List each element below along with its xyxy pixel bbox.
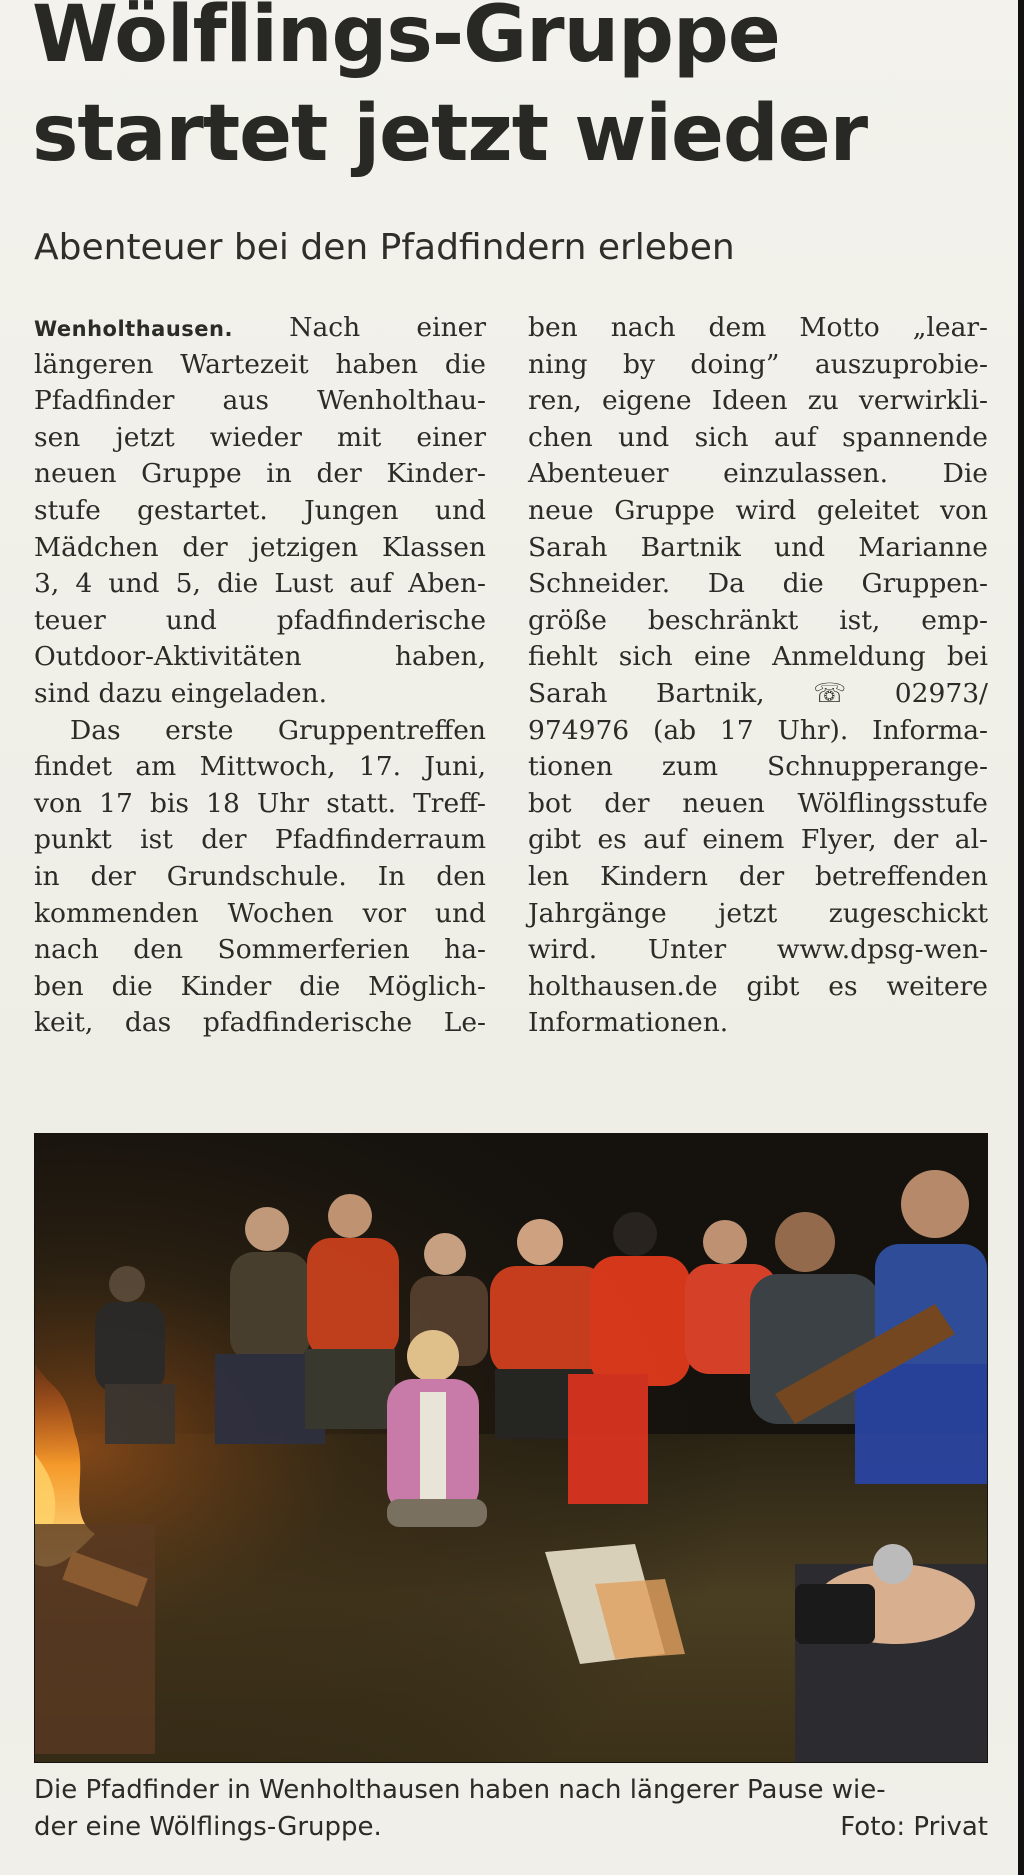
article-line: längeren Wartezeit haben die bbox=[34, 348, 486, 380]
article-line: Jahrgänge jetzt zugeschickt bbox=[528, 897, 988, 929]
article-line: Sarah Bartnik und Marianne bbox=[528, 531, 988, 563]
article-line: Schneider. Da die Gruppen- bbox=[528, 568, 988, 600]
article-line: holthausen.de gibt es weitere bbox=[528, 970, 988, 1002]
article-line: Outdoor-Aktivitäten haben, bbox=[34, 641, 486, 673]
campfire-photo bbox=[34, 1133, 988, 1763]
caption-line bbox=[34, 1809, 988, 1846]
article-line: ning by doing” auszuprobie- bbox=[528, 348, 988, 380]
headline bbox=[32, 0, 992, 184]
article-line: sind dazu eingeladen. bbox=[34, 677, 328, 709]
article-line: in der Grundschule. In den bbox=[34, 860, 486, 892]
article-line: keit, das pfadfinderische Le- bbox=[34, 1007, 486, 1039]
caption-line-text: der eine Wölflings-Gruppe. bbox=[34, 1812, 382, 1842]
article-line-text: Nach einer bbox=[289, 312, 486, 343]
article-column-right bbox=[528, 310, 988, 1042]
article-line: neuen Gruppe in der Kinder- bbox=[34, 458, 486, 490]
article-line: findet am Mittwoch, 17. Juni, bbox=[34, 751, 486, 783]
photo-caption bbox=[34, 1772, 988, 1846]
article-line: Mädchen der jetzigen Klassen bbox=[34, 531, 486, 563]
article-line: punkt ist der Pfadfinderraum bbox=[34, 824, 486, 856]
article-line: bot der neuen Wölflingsstufe bbox=[528, 787, 988, 819]
article-line: tionen zum Schnupperange- bbox=[528, 751, 988, 783]
article-line: sen jetzt wieder mit einer bbox=[34, 421, 486, 453]
article-line: Das erste Gruppentreffen bbox=[70, 714, 486, 746]
article-line: 974976 (ab 17 Uhr). Informa- bbox=[528, 714, 988, 746]
photo-credit: Foto: Privat bbox=[840, 1812, 988, 1842]
dateline: Wenholthausen. bbox=[34, 317, 233, 341]
article-line: stufe gestartet. Jungen und bbox=[34, 494, 486, 526]
article-line: gibt es auf einem Flyer, der al- bbox=[528, 824, 988, 856]
article-line: 3, 4 und 5, die Lust auf Aben- bbox=[34, 568, 486, 600]
article-line: ben die Kinder die Möglich- bbox=[34, 970, 486, 1002]
article-line: größe beschränkt ist, emp- bbox=[528, 604, 988, 636]
article-line bbox=[34, 310, 486, 347]
article-line: Informationen. bbox=[528, 1007, 729, 1039]
article-column-left bbox=[34, 310, 486, 1042]
headline-line: Wölflings-Gruppe bbox=[32, 0, 780, 80]
article-line: Abenteuer einzulassen. Die bbox=[528, 458, 988, 490]
article-line: fiehlt sich eine Anmeldung bei bbox=[528, 641, 988, 673]
article-line: von 17 bis 18 Uhr statt. Treff- bbox=[34, 787, 486, 819]
article-line: wird. Unter www.dpsg-wen- bbox=[528, 934, 988, 966]
article-line: len Kindern der betreffenden bbox=[528, 860, 988, 892]
article-line: Sarah Bartnik, ☏ 02973/ bbox=[528, 677, 988, 709]
scan-edge bbox=[1018, 0, 1024, 1875]
article-line: ren, eigene Ideen zu verwirkli- bbox=[528, 385, 988, 417]
article-line: kommenden Wochen vor und bbox=[34, 897, 486, 929]
headline-line: startet jetzt wieder bbox=[32, 89, 868, 179]
article-line: Pfadfinder aus Wenholthau- bbox=[34, 385, 486, 417]
article-line: chen und sich auf spannende bbox=[528, 421, 988, 453]
caption-line: Die Pfadfinder in Wenholthausen haben nach längerer Pause wie- bbox=[34, 1775, 886, 1805]
article-line: ben nach dem Motto „lear- bbox=[528, 312, 988, 343]
article-line: neue Gruppe wird geleitet von bbox=[528, 494, 988, 526]
subheadline: Abenteuer bei den Pfadfindern erleben bbox=[34, 227, 735, 268]
article-line: nach den Sommerferien ha- bbox=[34, 934, 486, 966]
article-line: teuer und pfadfinderische bbox=[34, 604, 486, 636]
